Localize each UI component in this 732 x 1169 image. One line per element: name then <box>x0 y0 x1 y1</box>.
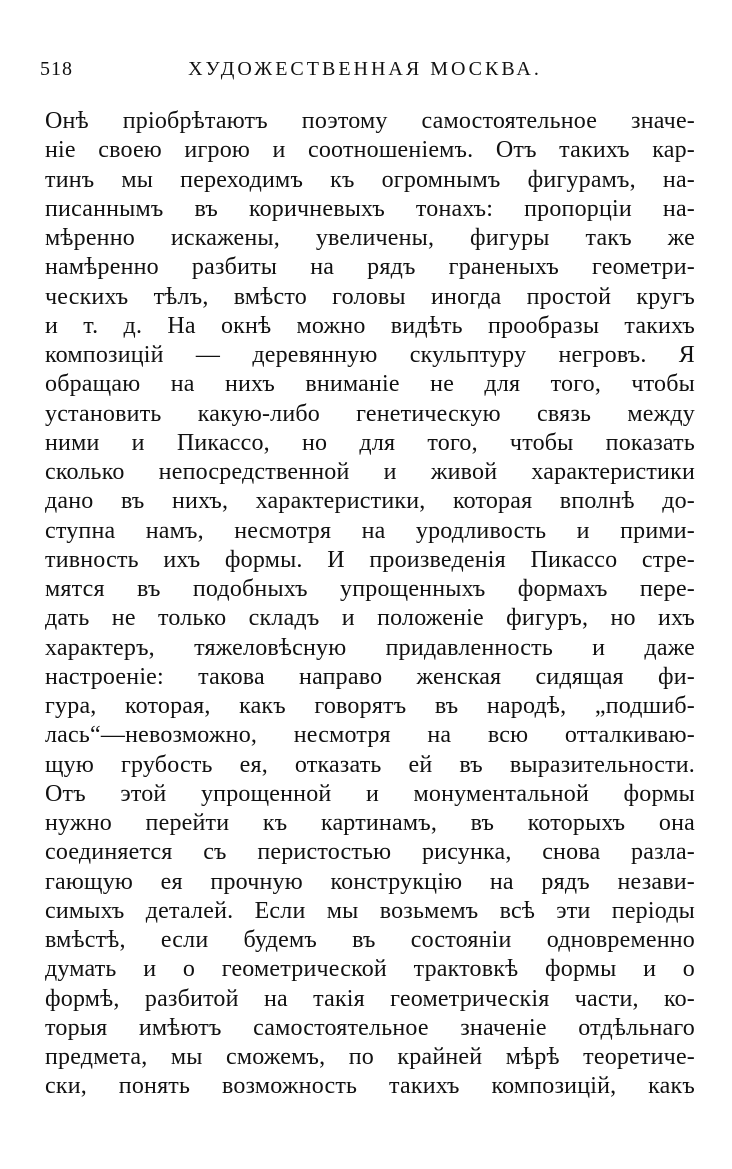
text-line: думать и о геометрической трактовкѣ формы и о <box>45 956 695 983</box>
text-line: писаннымъ въ коричневыхъ тонахъ: пропорціи на- <box>45 195 695 222</box>
text-line: лась“—невозможно, несмотря на всю отталкиваю- <box>45 722 695 749</box>
text-line: гура, которая, какъ говорятъ въ народѣ, „подшиб- <box>45 693 695 719</box>
text-line: настроеніе: такова направо женская сидящая фи- <box>45 663 695 690</box>
text-line: щую грубость ея, отказать ей въ выразительности. <box>45 751 695 778</box>
text-line: гающую ея прочную конструкцію на рядъ незави- <box>45 868 695 895</box>
text-line: ніе своею игрою и соотношеніемъ. Отъ такихъ кар- <box>45 137 695 164</box>
text-line: намѣренно разбиты на рядъ граненыхъ геометри- <box>45 254 695 281</box>
text-line: обращаю на нихъ вниманіе не для того, чтобы <box>45 371 695 398</box>
running-title: ХУДОЖЕСТВЕННАЯ МОСКВА. <box>188 58 542 80</box>
text-line: ступна намъ, несмотря на уродливость и прими- <box>45 517 695 544</box>
text-line: тинъ мы переходимъ къ огромнымъ фигурамъ, на- <box>45 166 695 193</box>
text-line: мятся въ подобныхъ упрощенныхъ формахъ пере- <box>45 576 695 602</box>
text-line: нужно перейти къ картинамъ, въ которыхъ она <box>45 810 695 836</box>
body-text <box>45 107 695 1102</box>
text-line: вмѣстѣ, если будемъ въ состояніи одновременно <box>45 927 695 953</box>
text-line: сколько непосредственной и живой характеристики <box>45 459 695 485</box>
text-line: дано въ нихъ, характеристики, которая вполнѣ до- <box>45 488 695 515</box>
text-line: дать не только складъ и положеніе фигуръ, но ихъ <box>45 605 695 632</box>
text-line: соединяется съ перистостью рисунка, снова разла- <box>45 839 695 866</box>
text-line: характеръ, тяжеловѣсную придавленность и даже <box>45 634 695 661</box>
text-line: торыя имѣютъ самостоятельное значеніе отдѣльнаго <box>45 1014 695 1041</box>
text-line: ними и Пикассо, но для того, чтобы показать <box>45 429 695 456</box>
text-line: установить какую-либо генетическую связь между <box>45 400 695 427</box>
text-line: ски, понять возможность такихъ композицій, какъ <box>45 1073 695 1100</box>
text-line: Онѣ пріобрѣтаютъ поэтому самостоятельное значе- <box>45 108 695 134</box>
text-line: и т. д. На окнѣ можно видѣть прообразы такихъ <box>45 312 695 339</box>
text-line: композицій — деревянную скульптуру негровъ. Я <box>45 342 695 368</box>
text-line: мѣренно искажены, увеличены, фигуры такъ же <box>45 225 695 251</box>
text-line: предмета, мы сможемъ, по крайней мѣрѣ теоретиче- <box>45 1044 695 1070</box>
page-number: 518 <box>40 58 73 80</box>
text-line: формѣ, разбитой на такія геометрическія части, ко- <box>45 985 695 1012</box>
text-line: тивность ихъ формы. И произведенія Пикассо стре- <box>45 546 695 573</box>
text-line: ческихъ тѣлъ, вмѣсто головы иногда простой кругъ <box>45 283 695 310</box>
text-line: Отъ этой упрощенной и монументальной формы <box>45 780 695 807</box>
text-line: симыхъ деталей. Если мы возьмемъ всѣ эти періоды <box>45 897 695 924</box>
